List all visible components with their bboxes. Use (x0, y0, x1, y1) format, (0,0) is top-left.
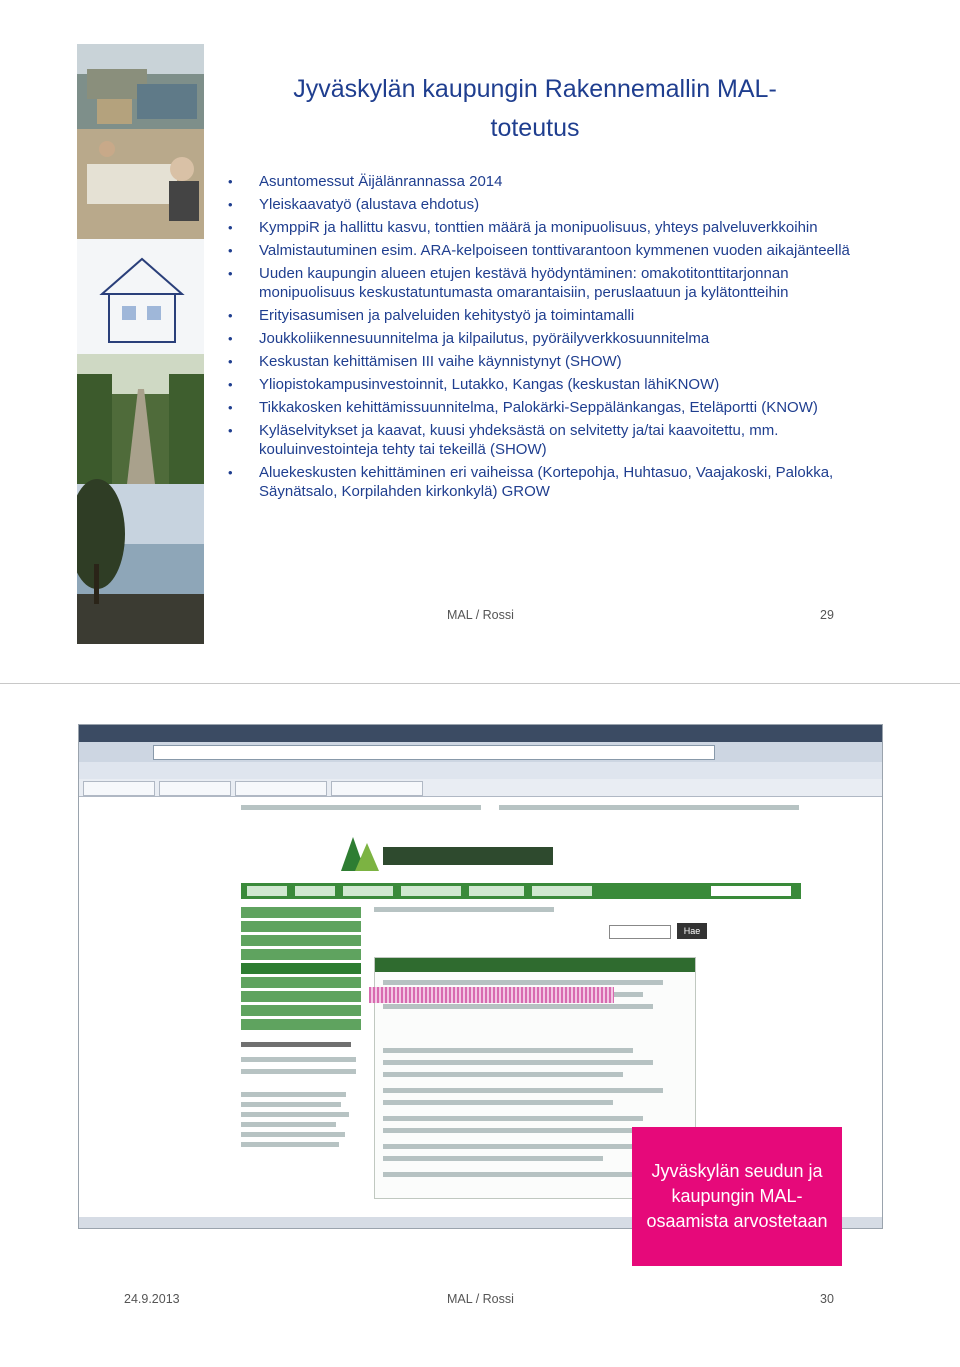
list-item (383, 1004, 653, 1009)
search-input (609, 925, 671, 939)
browser-tab-strip (79, 779, 882, 797)
browser-tab (83, 781, 155, 796)
bullet-text: Kyläselvitykset ja kaavat, kuusi yhdeksästä on selvitetty ja/tai kaavoitettu, mm. kouluinvestointeja tehty tai tekeillä (SHOW) (259, 422, 779, 458)
bullet-icon: • (228, 220, 233, 235)
callout-box (632, 1127, 842, 1266)
sidebar-item (241, 921, 361, 932)
bullet-icon: • (228, 331, 233, 346)
nav-tab (532, 886, 592, 896)
slide-30 (0, 684, 960, 1367)
sidebar-item (241, 963, 361, 974)
page-number: 29 (820, 608, 834, 622)
callout-line-2: kaupungin MAL- (671, 1186, 803, 1206)
title-line-2: toteutus (490, 114, 580, 142)
photo-collage (77, 44, 204, 644)
sidebar-text (241, 1102, 341, 1107)
list-item (383, 1060, 653, 1065)
bullet-text: Uuden kaupungin alueen etujen kestävä hyödyntäminen: omakotitonttitarjonnan monipuolisuus keskustatuntumasta omarantaisiin, peruslaatuun ja kylätontteihin (259, 265, 789, 301)
list-item (383, 1156, 603, 1161)
sidebar-text (241, 1142, 339, 1147)
list-item (383, 1100, 613, 1105)
bullet-icon: • (228, 400, 233, 415)
sidebar-text (241, 1132, 345, 1137)
left-sidebar (241, 907, 361, 1207)
bullet-item (226, 421, 866, 459)
nav-tab (401, 886, 461, 896)
browser-titlebar (79, 725, 882, 742)
bullet-item (226, 352, 866, 371)
browser-tab (331, 781, 423, 796)
bullet-item (226, 195, 866, 214)
sidebar-text (241, 1112, 349, 1117)
nav-tab (247, 886, 287, 896)
alphabet-row (241, 1057, 356, 1062)
sidebar-item (241, 1005, 361, 1016)
sidebar-item (241, 991, 361, 1002)
alphabet-row (241, 1069, 356, 1074)
bullet-icon: • (228, 465, 233, 480)
sidebar-text (241, 1092, 346, 1097)
bullet-text: Valmistautuminen esim. ARA-kelpoiseen tonttivarantoon kymmenen vuoden aikajänteellä (259, 242, 850, 259)
sidebar-item (241, 949, 361, 960)
collage-image (77, 44, 204, 644)
bullet-text: Aluekeskusten kehittäminen eri vaiheissa (Kortepohja, Huhtasuo, Vaajakoski, Palokka, Säynätsalo, Korpilahden kirkonkylä) GROW (259, 464, 834, 500)
bullet-icon: • (228, 354, 233, 369)
breadcrumb (374, 907, 554, 912)
search-button: Hae (677, 923, 707, 939)
bullet-text: Yliopistokampusinvestoinnit, Lutakko, Kangas (keskustan lähiKNOW) (259, 376, 720, 393)
sidebar-item (241, 907, 361, 918)
list-item (383, 1088, 663, 1093)
bullet-text: Keskustan kehittämisen III vaihe käynnistynyt (SHOW) (259, 353, 622, 370)
nav-tab (343, 886, 393, 896)
top-links (499, 805, 799, 810)
main-nav (241, 883, 801, 899)
sidebar-text (241, 1122, 336, 1127)
title-line-1: Jyväskylän kaupungin Rakennemallin MAL- (293, 75, 777, 103)
callout-line-1: Jyväskylän seudun ja (651, 1161, 823, 1181)
bullet-list (226, 172, 866, 505)
bullet-text: Joukkoliikennesuunnitelma ja kilpailutus, pyöräilyverkkosuunnitelma (259, 330, 710, 347)
list-item (383, 1116, 643, 1121)
bullet-icon: • (228, 423, 233, 438)
nav-tab (295, 886, 335, 896)
nav-tab (469, 886, 524, 896)
bullet-text: Erityisasumisen ja palveluiden kehitystyö ja toimintamalli (259, 307, 635, 324)
browser-tab (159, 781, 231, 796)
bullet-item (226, 218, 866, 237)
browser-tab (235, 781, 327, 796)
list-item (383, 1072, 623, 1077)
hsy-logo-icon (341, 837, 379, 871)
bullet-item (226, 241, 866, 260)
bullet-item (226, 172, 866, 191)
bullet-item (226, 398, 866, 417)
lecture-list-header (375, 958, 695, 972)
bullet-item (226, 264, 866, 302)
bullet-icon: • (228, 197, 233, 212)
bullet-icon: • (228, 174, 233, 189)
list-item (383, 1172, 643, 1177)
bullet-item (226, 375, 866, 394)
bullet-icon: • (228, 308, 233, 323)
bullet-text: Asuntomessut Äijälänrannassa 2014 (259, 173, 503, 190)
footer-date: 24.9.2013 (124, 1292, 180, 1306)
bullet-icon: • (228, 243, 233, 258)
site-logo-text (383, 847, 553, 865)
footer-center: MAL / Rossi (447, 1292, 514, 1306)
sidebar-item (241, 977, 361, 988)
list-item (383, 1128, 633, 1133)
sidebar-item (241, 1019, 361, 1030)
bullet-item (226, 329, 866, 348)
bullet-text: Tikkakosken kehittämissuunnitelma, Palokärki-Seppälänkangas, Eteläportti (KNOW) (259, 399, 818, 416)
highlighted-item (369, 987, 614, 1003)
address-field (153, 745, 715, 760)
top-links (241, 805, 481, 810)
nav-tab-active (711, 886, 791, 896)
bullet-icon: • (228, 377, 233, 392)
browser-favorites-bar (79, 762, 882, 779)
list-item (383, 1048, 633, 1053)
bullet-text: KymppiR ja hallittu kasvu, tonttien määrä ja monipuolisuus, yhteys palveluverkkoihin (259, 219, 818, 236)
callout-line-3: osaamista arvostetaan (646, 1211, 828, 1231)
footer-center: MAL / Rossi (447, 608, 514, 622)
sidebar-heading (241, 1042, 351, 1047)
sidebar-item (241, 935, 361, 946)
bullet-item (226, 306, 866, 325)
bullet-icon: • (228, 266, 233, 281)
list-item (383, 1144, 653, 1149)
list-item (383, 980, 663, 985)
page-number: 30 (820, 1292, 834, 1306)
bullet-item (226, 463, 866, 501)
slide-title (240, 70, 830, 148)
bullet-text: Yleiskaavatyö (alustava ehdotus) (259, 196, 480, 213)
